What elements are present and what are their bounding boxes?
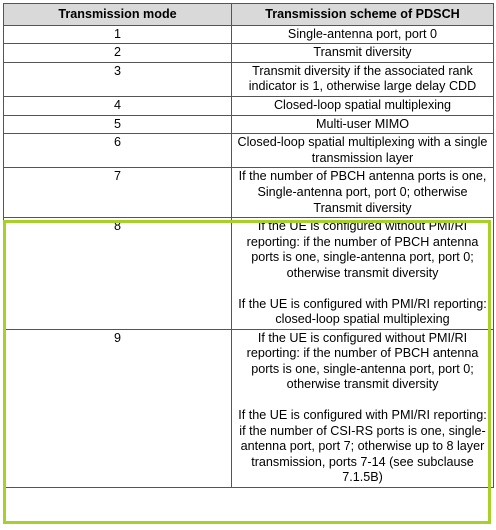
- table-body: [4, 25, 494, 487]
- table-row: [4, 168, 494, 218]
- scheme-cell: [232, 96, 494, 115]
- scheme-paragraph: If the UE is configured with PMI/RI reporting: closed-loop spatial multiplexing: [238, 296, 487, 327]
- table-row: [4, 329, 494, 487]
- mode-cell: 1: [4, 25, 232, 44]
- scheme-cell: [232, 329, 494, 487]
- table-row: [4, 25, 494, 44]
- scheme-paragraph: If the number of PBCH antenna ports is one, Single-antenna port, port 0; otherwise Transmit diversity: [238, 169, 487, 215]
- table-row: [4, 62, 494, 96]
- scheme-cell: [232, 44, 494, 63]
- scheme-paragraph: Multi-user MIMO: [315, 116, 410, 131]
- scheme-paragraph: Transmit diversity: [313, 45, 412, 60]
- scheme-paragraph: If the UE is configured without PMI/RI reporting: if the number of PBCH antenna ports is one, single-antenna port, port 0; otherwise transmit diversity: [246, 330, 479, 392]
- scheme-paragraph: Transmit diversity if the associated rank indicator is 1, otherwise large delay CDD: [248, 63, 477, 94]
- mode-cell: 2: [4, 44, 232, 63]
- scheme-cell: [232, 168, 494, 218]
- scheme-cell: [232, 218, 494, 330]
- mode-cell: 9: [4, 329, 232, 487]
- table-row: [4, 96, 494, 115]
- table-row: [4, 218, 494, 330]
- mode-cell: 4: [4, 96, 232, 115]
- scheme-cell: [232, 25, 494, 44]
- column-header-transmission-mode: Transmission mode: [4, 4, 232, 26]
- table-row: [4, 115, 494, 134]
- scheme-cell: [232, 134, 494, 168]
- transmission-mode-table: [3, 3, 494, 488]
- column-header-transmission-scheme: Transmission scheme of PDSCH: [232, 4, 494, 26]
- mode-cell: 5: [4, 115, 232, 134]
- scheme-paragraph: Closed-loop spatial multiplexing with a single transmission layer: [237, 135, 488, 165]
- scheme-paragraph: Single-antenna port, port 0: [287, 26, 438, 41]
- scheme-paragraph: Closed-loop spatial multiplexing: [273, 97, 452, 112]
- table-header-row: [4, 4, 494, 26]
- mode-cell: 3: [4, 62, 232, 96]
- mode-cell: 7: [4, 168, 232, 218]
- table-row: [4, 44, 494, 63]
- scheme-paragraph: If the UE is configured without PMI/RI reporting: if the number of PBCH antenna ports is one, single-antenna port, port 0; otherwise transmit diversity: [246, 219, 479, 280]
- scheme-cell: [232, 115, 494, 134]
- table-row: [4, 134, 494, 168]
- mode-cell: 8: [4, 218, 232, 330]
- mode-cell: 6: [4, 134, 232, 168]
- scheme-cell: [232, 62, 494, 96]
- scheme-paragraph: If the UE is configured with PMI/RI reporting: if the number of CSI-RS ports is one, single-antenna port, port 7; otherwise up to 8 layer transmission, ports 7-14 (see subclause 7.1.5B): [238, 408, 487, 485]
